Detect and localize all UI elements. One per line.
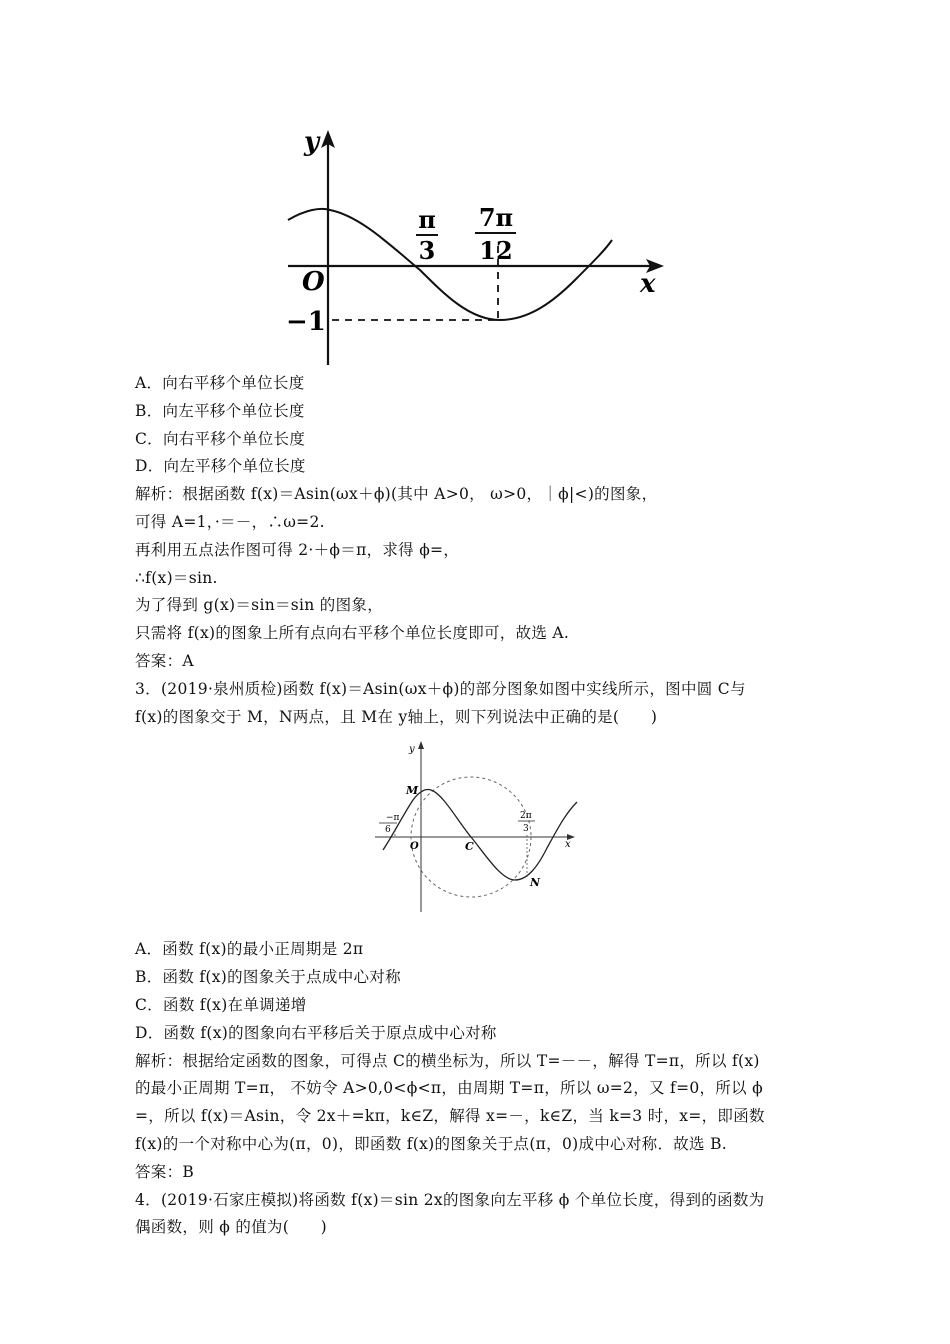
pi-over-3-denominator: 3 <box>418 236 436 265</box>
pi-over-3-numerator: π <box>418 205 436 234</box>
q3-stem-line: f(x)的图象交于 M，N两点，且 M在 y轴上，则下列说法中正确的是( ) <box>135 707 658 726</box>
neg-pi6-denominator: 6 <box>385 825 391 835</box>
q3-option-d: D．函数 f(x)的图象向右平移后关于原点成中心对称 <box>135 1023 497 1042</box>
q4-stem-line: 偶函数，则 ϕ 的值为( ) <box>135 1218 328 1237</box>
origin-label: O <box>302 267 325 297</box>
q2-answer: 答案：A <box>135 651 194 670</box>
7pi-over-12-numerator: 7π <box>478 203 514 232</box>
2pi3-denominator: 3 <box>523 824 529 834</box>
x-axis-label: x <box>640 269 656 299</box>
q2-option-c: C．向右平移个单位长度 <box>135 429 306 448</box>
neg-pi6-numerator: −π <box>386 813 400 823</box>
figure-cosine-graph <box>280 120 680 370</box>
q4-stem-line: 4．(2019·石家庄模拟)将函数 f(x)＝sin 2x的图象向左平移 ϕ 个单位长度，得到的函数为 <box>135 1190 765 1209</box>
figure-sine-circle-graph <box>365 740 590 920</box>
q2-option-b: B．向左平移个单位长度 <box>135 401 305 420</box>
q2-solution-line: 再利用五点法作图可得 2·＋ϕ＝π，求得 ϕ=， <box>135 540 460 559</box>
q3-option-c: C．函数 f(x)在单调递增 <box>135 995 307 1014</box>
y-axis-arrow <box>418 741 424 749</box>
minus-one-label: −1 <box>286 307 326 337</box>
q2-solution-line: 为了得到 g(x)＝sin＝sin 的图象， <box>135 596 384 615</box>
y-axis-label: y <box>409 744 415 755</box>
q2-solution-line: ∴f(x)＝sin. <box>135 568 218 587</box>
q2-option-d: D．向左平移个单位长度 <box>135 457 306 476</box>
q3-solution-line: 的最小正周期 T=π， 不妨令 A>0,0<ϕ<π，由周期 T=π，所以 ω=2，又 f=0，所以 ϕ <box>135 1079 764 1098</box>
q3-option-b: B．函数 f(x)的图象关于点成中心对称 <box>135 968 401 987</box>
x-axis <box>288 259 664 273</box>
point-n-label: N <box>530 876 541 889</box>
q2-solution-line: 只需将 f(x)的图象上所有点向右平移个单位长度即可，故选 A. <box>135 624 570 643</box>
2pi3-numerator: 2π <box>520 811 532 821</box>
x-axis-label: x <box>565 839 571 850</box>
point-m-label: M <box>406 784 419 797</box>
q3-answer: 答案：B <box>135 1162 195 1181</box>
q3-stem-line: 3．(2019·泉州质检)函数 f(x)＝Asin(ωx＋ϕ)的部分图象如图中实线所示，图中圆 C与 <box>135 679 746 698</box>
q2-solution-line: 可得 A=1，·＝－，∴ω=2. <box>135 512 325 531</box>
q2-option-a: A．向右平移个单位长度 <box>135 374 305 392</box>
7pi-over-12-denominator: 12 <box>479 236 513 265</box>
origin-label: O <box>410 841 419 852</box>
q3-solution-line: 解析：根据给定函数的图象，可得点 C的横坐标为，所以 T=－－，解得 T=π，所以 f(x) <box>135 1051 760 1070</box>
sine-curve <box>383 789 577 880</box>
q3-option-a: A．函数 f(x)的最小正周期是 2π <box>135 940 364 959</box>
y-axis-label: y <box>304 127 320 157</box>
point-c-label: C <box>465 840 474 853</box>
sine-curve <box>288 209 612 320</box>
q3-solution-line: =，所以 f(x)＝Asin，令 2x＋=kπ，k∈Z，解得 x=－，k∈Z，当 k=3 时，x=，即函数 <box>135 1107 765 1126</box>
q3-solution-line: f(x)的一个对称中心为(π，0)，即函数 f(x)的图象关于点(π，0)成中心对称．故选 B. <box>135 1134 728 1153</box>
q2-solution-line: 解析：根据函数 f(x)＝Asin(ωx＋ϕ)(其中 A>0， ω>0，｜ϕ|<)的图象， <box>135 485 658 504</box>
